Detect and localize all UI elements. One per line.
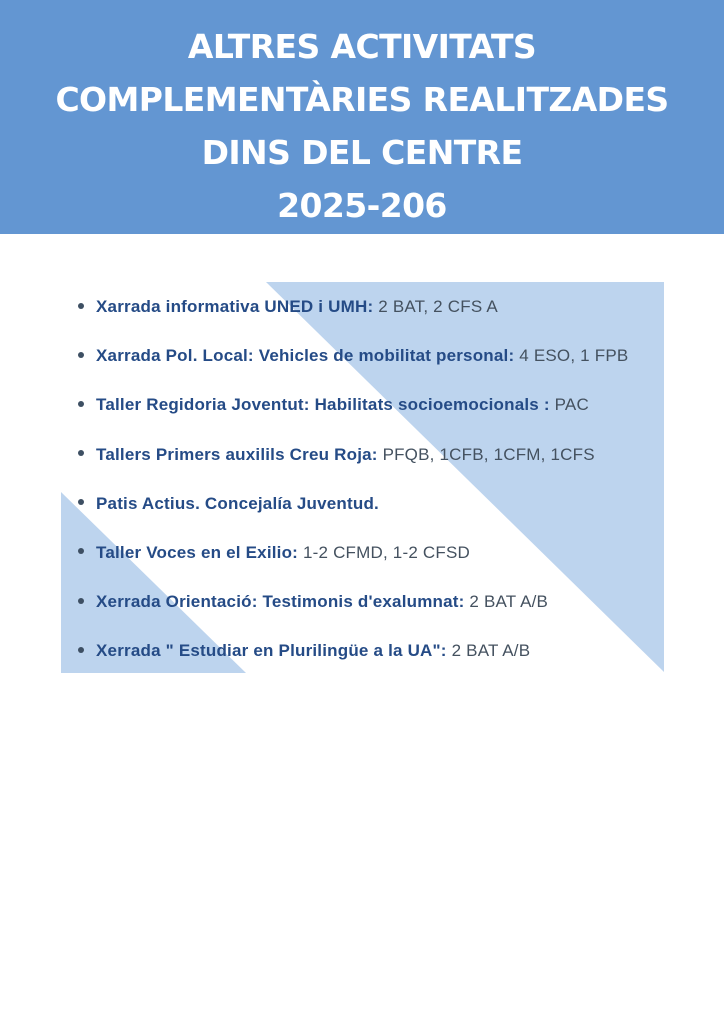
list-item [78,434,678,483]
title-line-year: 2025-206 [277,186,447,225]
activity-detail: 4 ESO, 1 FPB [514,346,629,366]
activity-detail: PAC [549,395,589,415]
activities-list [78,286,678,680]
activity-title: Xerrada " Estudiar en Plurilingüe a la UA": [96,641,447,661]
title-line: DINS DEL CENTRE [201,133,523,172]
bullet-icon [78,548,84,554]
list-item [78,581,678,630]
activity-title: Xarrada informativa UNED i UMH: [96,297,374,316]
activity-title: Taller Regidoria Joventut: Habilitats socioemocionals : [96,395,550,415]
title-line: ALTRES ACTIVITATS [187,27,537,66]
activity-title: Patis Actius. Concejalía Juventud. [96,493,379,513]
list-item [78,630,678,679]
activity-detail: 2 BAT A/B [446,641,531,661]
activity-title: Xarrada Pol. Local: Vehicles de mobilitat personal: [96,346,515,366]
bullet-icon [78,647,84,653]
list-item [78,335,678,384]
list-item [78,483,678,532]
bullet-icon [78,352,84,358]
activity-detail: PFQB, 1CFB, 1CFM, 1CFS [377,444,595,464]
bullet-icon [78,303,84,309]
activity-detail: 1-2 CFMD, 1-2 CFSD [298,542,470,562]
activity-detail: 2 BAT, 2 CFS A [373,297,498,316]
activity-detail: 2 BAT A/B [464,592,549,612]
bullet-icon [78,450,84,456]
bullet-icon [78,598,84,604]
activity-title: Xerrada Orientació: Testimonis d'exalumnat: [96,592,465,612]
bullet-icon [78,499,84,505]
title-line: COMPLEMENTÀRIES REALITZADES [55,80,669,119]
activity-title: Tallers Primers auxilils Creu Roja: [96,444,378,464]
list-item [78,286,678,335]
list-item [78,532,678,581]
list-item [78,384,678,433]
bullet-icon [78,401,84,407]
activity-title: Taller Voces en el Exilio: [96,542,299,562]
